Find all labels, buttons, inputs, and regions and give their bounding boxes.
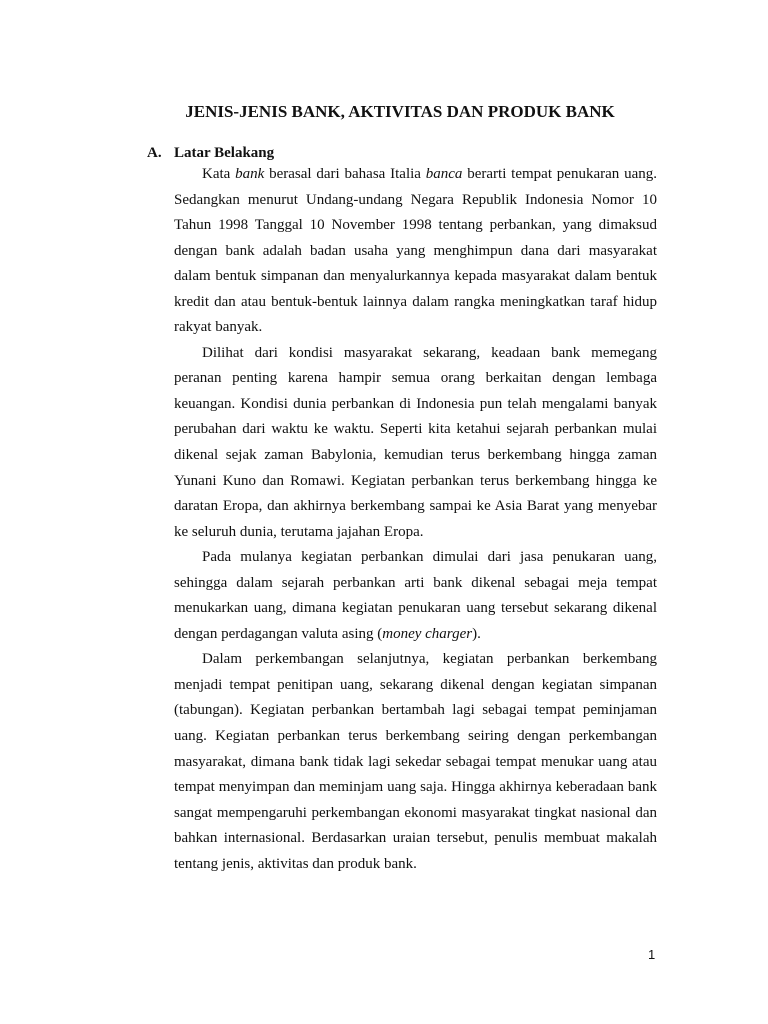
italic-text-run: money charger <box>382 625 473 642</box>
text-run: Kata <box>202 166 236 182</box>
paragraph <box>174 545 657 647</box>
text-run: Dilihat dari kondisi masyarakat sekarang, keadaan bank memegang peranan penting karena hampir semua orang berkaitan dengan lembaga keuangan. Kondisi dunia perbankan di Indonesia pun telah mengalami banyak perubahan dari waktu ke waktu. Seperti kita ketahui sejarah perbankan mulai dikenal sejak zaman Babylonia, kemudian terus berkembang hingga zaman Yunani Kuno dan Romawi. Kegiatan perbankan terus berkembang hingga ke daratan Eropa, dan akhirnya berkembang sampai ke Asia Barat yang menyebar ke seluruh dunia, terutama jajahan Eropa. <box>174 344 657 540</box>
section-heading-text: Latar Belakang <box>174 145 275 161</box>
section-heading <box>147 145 274 162</box>
body-text <box>174 162 657 877</box>
paragraph <box>174 162 657 341</box>
text-run: ). <box>472 625 481 642</box>
text-run: berasal dari bahasa Italia <box>264 166 426 182</box>
text-run: Dalam perkembangan selanjutnya, kegiatan perbankan berkembang menjadi tempat penitipan uang, sekarang dikenal dengan kegiatan simpanan (tabungan). Kegiatan perbankan bertambah lagi sebagai tempat peminjaman uang. Kegiatan perbankan terus berkembang seiring dengan perkembangan masyarakat, dimana bank tidak lagi sekedar sebagai tempat menukar uang atau tempat menyimpan dan meminjam uang saja. Hingga akhirnya keberadaan bank sangat mempengaruhi perkembangan ekonomi masyarakat tingkat nasional dan bahkan internasional. Berdasarkan uraian tersebut, penulis membuat makalah tentang jenis, aktivitas dan produk bank. <box>174 651 657 872</box>
paragraph <box>174 341 657 545</box>
section-letter: A. <box>147 145 162 161</box>
page-number: 1 <box>648 947 656 962</box>
italic-text-run: banca <box>425 166 463 182</box>
italic-text-run: bank <box>235 166 265 182</box>
text-run: berarti tempat penukaran uang. Sedangkan menurut Undang-undang Negara Republik Indonesia Nomor 10 Tahun 1998 Tanggal 10 November 1998 tentang perbankan, yang dimaksud dengan bank adalah badan usaha yang menghimpun dana dari masyarakat dalam bentuk simpanan dan menyalurkannya kepada masyarakat dalam bentuk kredit dan atau bentuk-bentuk lainnya dalam rangka meningkatkan taraf hidup rakyat banyak. <box>174 166 657 336</box>
paragraph <box>174 647 657 877</box>
document-title: JENIS-JENIS BANK, AKTIVITAS DAN PRODUK BANK <box>185 102 615 121</box>
text-run: Pada mulanya kegiatan perbankan dimulai dari jasa penukaran uang, sehingga dalam sejarah perbankan arti bank dikenal sebagai meja tempat menukarkan uang, dimana kegiatan penukaran uang tersebut sekarang dikenal dengan perdagangan valuta asing ( <box>174 549 657 642</box>
